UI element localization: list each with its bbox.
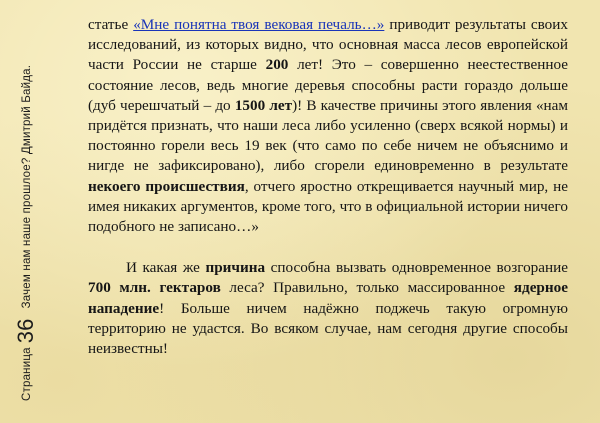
text-run: леса? Правильно, только массированное <box>220 279 514 297</box>
bold-phrase: причина <box>205 259 266 277</box>
page-word: Страница <box>21 347 33 401</box>
paragraph-2 <box>88 258 568 359</box>
text-run: статье <box>88 16 134 33</box>
book-title: Зачем нам наше прошлое? Дмитрий Байда. <box>21 64 33 309</box>
bold-number: 200 <box>265 56 289 74</box>
article-link[interactable]: «Мне понятна твоя вековая печаль…» <box>133 16 385 33</box>
page-number: 36 <box>13 318 38 344</box>
bold-phrase: некоего происшествия <box>88 177 245 195</box>
text-run: способна вызвать одновременное возгорание <box>265 259 568 277</box>
text-run: , отчего яростно открещивается научный мир, не имея никаких аргументов, кроме того, что в официальной истории ничего подобного не записано…» <box>88 177 568 236</box>
paragraph-1 <box>88 15 568 237</box>
text-run: лет! Это – совершенно неестественное состояние лесов, ведь многие деревья способны расти гораздо дольше (дуб черешчатый – до <box>88 56 568 114</box>
text-run: )! В качестве причины этого явления «нам придётся признать, что наши леса либо усиленно (сверх всякой нормы) и постоянно горели весь 19 век (что само по себе ничем не объяснимо и нигде не зафиксировано), либо сгорели единовременно в результате <box>88 96 569 175</box>
page-margin-label <box>10 6 36 401</box>
text-run: ! Больше ничем надёжно поджечь такую огромную территорию не удастся. Во всяком случае, нам сегодня другие способы неизвестны! <box>88 299 568 358</box>
text-run: приводит результаты своих исследований, из которых видно, что основная масса лесов европейской части России не старше <box>88 16 568 74</box>
main-text <box>88 15 568 359</box>
bold-number: 1500 лет <box>234 96 293 114</box>
bold-phrase: ядерное нападение <box>88 279 568 317</box>
bold-number: 700 млн. гектаров <box>88 279 221 297</box>
text-run: И какая же <box>126 259 206 277</box>
